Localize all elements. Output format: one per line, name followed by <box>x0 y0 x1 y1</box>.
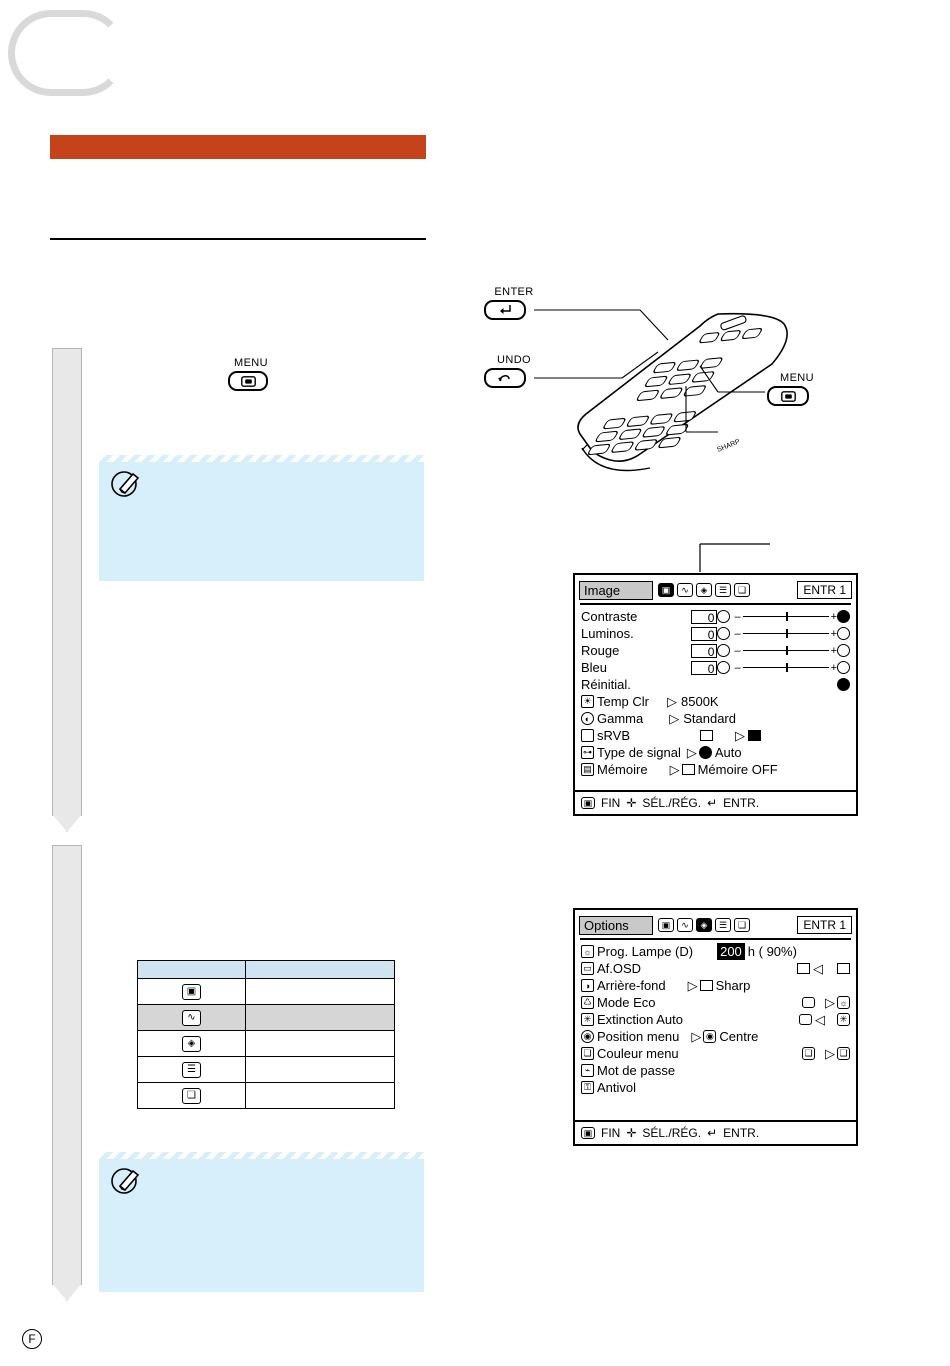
table-row <box>138 1083 395 1109</box>
osd-image-menu <box>573 573 858 816</box>
image-icon[interactable]: ▣ <box>658 583 674 597</box>
fine-sync-icon-2[interactable]: ∿ <box>677 918 693 932</box>
osd-row-mot-de-passe-label <box>581 1063 675 1078</box>
osd-row-memoire-label <box>581 762 648 777</box>
lamp-icon: ☼ <box>581 945 594 958</box>
footer-enter-icon: ↵ <box>707 796 718 810</box>
osd-row-reinitial[interactable] <box>581 676 850 693</box>
osd-row-srvb[interactable] <box>581 727 850 744</box>
svg-text:SHARP: SHARP <box>716 438 742 454</box>
anti-theft-icon: ⚿ <box>581 1081 594 1094</box>
osd-row-af-osd[interactable] <box>581 960 850 977</box>
osd-row-srvb-chevron: ▷ <box>735 727 745 743</box>
menu-position-icon: ◉ <box>581 1030 594 1043</box>
legend-cell-text-options <box>246 1031 395 1057</box>
color-temp-icon: ☀ <box>581 695 594 708</box>
osd-row-temp-clr[interactable] <box>581 693 850 710</box>
osd-row-prog-lampe[interactable] <box>581 943 850 960</box>
osd-row-prog-lampe-value: 200 <box>717 943 745 960</box>
table-row <box>138 1005 395 1031</box>
footer-enter-icon-2: ↵ <box>707 1126 718 1140</box>
osd-row-rouge-slider[interactable]: – + <box>734 644 837 657</box>
extinction-state-icon-2[interactable]: ✳ <box>837 1013 850 1026</box>
eco-state-icon-2[interactable]: ☼ <box>837 996 850 1009</box>
osd-row-temp-clr-text: Temp Clr <box>597 694 650 709</box>
section-header-bar <box>50 135 426 159</box>
osd-image-footer-end: FIN <box>601 796 621 810</box>
osd-image-title-row <box>579 579 852 601</box>
af-osd-state-icon[interactable] <box>797 963 810 974</box>
status-menu-icon: ❏ <box>182 1088 201 1104</box>
osd-row-couleur-menu[interactable] <box>581 1045 850 1062</box>
srvb-state-on-icon[interactable] <box>748 730 761 741</box>
osd-row-prog-lampe-label <box>581 944 693 959</box>
osd-display-icon: ▭ <box>581 962 594 975</box>
reset-icon[interactable] <box>837 678 850 691</box>
osd-row-extinction-auto-text: Extinction Auto <box>597 1012 683 1027</box>
signal-type-icon: ⊶ <box>583 747 592 757</box>
extinction-state-icon[interactable] <box>799 1014 812 1025</box>
osd-row-gamma-value: Standard <box>683 711 736 726</box>
osd-row-position-menu-value: Centre <box>719 1029 759 1044</box>
brightness-icon <box>717 627 730 640</box>
legend-header-icon-col <box>138 961 246 979</box>
image-menu-icon: ▣ <box>182 984 201 1000</box>
osd-row-mode-eco[interactable] <box>581 994 850 1011</box>
options-icon[interactable]: ◈ <box>696 583 712 597</box>
osd-row-gamma[interactable] <box>581 710 850 727</box>
osd-row-luminos-slider[interactable]: – + <box>734 627 837 640</box>
osd-image-footer <box>575 790 856 814</box>
osd-options-footer-enter: ENTR. <box>723 1126 760 1140</box>
note-box-upper-zigzag <box>99 455 424 462</box>
couleur-state-icon[interactable]: ❏ <box>802 1047 815 1060</box>
page-language-mark: F <box>22 1329 42 1349</box>
osd-row-temp-clr-value: 8500K <box>681 694 719 709</box>
legend-header-text-col <box>246 961 395 979</box>
osd-image-entr-badge: ENTR 1 <box>797 581 852 599</box>
status-icon-2[interactable]: ❏ <box>734 918 750 932</box>
osd-row-mode-eco-label <box>581 995 656 1010</box>
side-tab-lower <box>52 845 82 1285</box>
footer-arrows-icon-2: ✛ <box>626 1126 637 1140</box>
language-icon[interactable]: ☰ <box>715 583 731 597</box>
legend-cell-icon-fine-sync <box>138 1005 246 1031</box>
note-box-upper <box>99 455 424 581</box>
extinction-chevron: ◁ <box>815 1011 825 1027</box>
red-icon <box>717 644 730 657</box>
legend-cell-icon-language <box>138 1057 246 1083</box>
enter-key-label: ENTER <box>494 286 534 298</box>
legend-cell-icon-image <box>138 979 246 1005</box>
osd-row-bleu-value: 0 <box>691 661 717 675</box>
osd-row-memoire[interactable] <box>581 761 850 778</box>
menu-key-left-label: MENU <box>234 357 268 369</box>
fine-sync-menu-icon: ∿ <box>182 1010 201 1026</box>
osd-row-memoire-value: Mémoire OFF <box>697 762 778 777</box>
image-icon-2[interactable]: ▣ <box>658 918 674 932</box>
heading-divider <box>50 238 426 240</box>
footer-menu-icon: ▣ <box>581 797 595 809</box>
auto-shutoff-icon: ✳ <box>581 1013 594 1026</box>
status-icon[interactable]: ❏ <box>734 583 750 597</box>
osd-row-arriere-fond[interactable] <box>581 977 850 994</box>
osd-row-extinction-auto[interactable] <box>581 1011 850 1028</box>
osd-options-footer-end: FIN <box>601 1126 621 1140</box>
osd-row-luminos[interactable] <box>581 625 850 642</box>
osd-options-tab-icons <box>658 918 750 932</box>
side-tab-upper-tip <box>52 814 82 832</box>
legend-table-header-row <box>138 961 395 979</box>
osd-row-af-osd-text: Af.OSD <box>597 961 642 976</box>
osd-row-couleur-menu-label <box>581 1046 679 1061</box>
osd-row-type-signal[interactable] <box>581 744 850 761</box>
osd-row-antivol[interactable] <box>581 1079 850 1096</box>
osd-row-memoire-text: Mémoire <box>597 762 648 777</box>
osd-row-bleu-slider[interactable]: – + <box>734 661 837 674</box>
osd-row-luminos-label: Luminos. <box>581 626 634 641</box>
osd-image-footer-enter: ENTR. <box>723 796 760 810</box>
af-osd-chevron: ◁ <box>813 960 823 976</box>
couleur-state-icon-2[interactable]: ❏ <box>837 1047 850 1060</box>
position-menu-chevron: ▷ <box>691 1028 702 1044</box>
osd-row-mot-de-passe[interactable] <box>581 1062 850 1079</box>
menu-key-left-cap <box>228 371 268 391</box>
osd-row-type-signal-text: Type de signal <box>597 745 681 760</box>
table-row <box>138 1031 395 1057</box>
srvb-state-off-icon[interactable] <box>700 730 713 741</box>
osd-row-couleur-menu-text: Couleur menu <box>597 1046 679 1061</box>
legend-cell-icon-status <box>138 1083 246 1109</box>
contrast-icon-max <box>837 610 850 623</box>
eco-state-icon[interactable] <box>802 997 815 1008</box>
osd-row-af-osd-label <box>581 961 641 976</box>
osd-row-contraste-value: 0 <box>691 610 717 624</box>
gamma-icon: ◐ <box>581 712 594 725</box>
memory-state-icon <box>682 764 695 775</box>
blue-icon <box>717 661 730 674</box>
eco-mode-icon: ♺ <box>581 996 594 1009</box>
osd-row-contraste-label: Contraste <box>581 609 638 624</box>
osd-row-arriere-fond-label <box>581 978 666 993</box>
osd-row-arriere-fond-value: Sharp <box>715 978 751 993</box>
osd-image-tab-icons <box>658 583 750 597</box>
osd-row-temp-clr-label <box>581 694 649 709</box>
osd-image-body <box>575 608 856 778</box>
legend-cell-text-status <box>246 1083 395 1109</box>
menu-color-icon: ❏ <box>581 1047 594 1060</box>
osd-image-title-underline <box>580 603 851 605</box>
osd-options-entr-badge: ENTR 1 <box>797 916 852 934</box>
background-icon: ◑ <box>581 979 594 992</box>
osd-row-bleu-label: Bleu <box>581 660 608 675</box>
osd-options-title-underline <box>580 938 851 940</box>
osd-row-antivol-label <box>581 1080 636 1095</box>
password-icon: ⌁ <box>581 1064 594 1077</box>
position-center-icon: ◉ <box>703 1030 716 1043</box>
osd-row-rouge-value: 0 <box>691 644 717 658</box>
osd-row-contraste[interactable] <box>581 608 850 625</box>
osd-row-bleu[interactable] <box>581 659 850 676</box>
osd-row-arriere-fond-text: Arrière-fond <box>597 978 666 993</box>
osd-row-prog-lampe-suffix: h ( 90%) <box>747 944 797 959</box>
osd-row-gamma-label <box>581 711 643 726</box>
menu-icon-legend-table <box>137 960 395 1109</box>
table-row <box>138 979 395 1005</box>
osd-row-srvb-label <box>581 728 630 743</box>
note-box-lower <box>99 1152 424 1292</box>
osd-options-footer-select: SÉL./RÉG. <box>642 1126 702 1140</box>
couleur-chevron: ▷ <box>825 1045 835 1061</box>
osd-row-reinitial-label: Réinitial. <box>581 677 631 692</box>
af-osd-state-icon-2[interactable] <box>837 963 850 974</box>
blue-icon-max <box>837 661 850 674</box>
osd-options-body <box>575 943 856 1096</box>
menu-key-left <box>228 357 274 391</box>
background-state-icon <box>700 980 713 991</box>
osd-row-position-menu-text: Position menu <box>597 1029 680 1044</box>
osd-row-type-signal-value: Auto <box>714 745 742 760</box>
legend-cell-text-image <box>246 979 395 1005</box>
corner-arc-decoration <box>8 10 126 96</box>
osd-row-gamma-text: Gamma <box>597 711 644 726</box>
osd-row-antivol-text: Antivol <box>597 1080 637 1095</box>
osd-row-extinction-auto-label <box>581 1012 683 1027</box>
osd-row-gamma-chevron: ▷ <box>669 710 680 726</box>
contrast-icon <box>717 610 730 623</box>
callout-leader-lines <box>472 282 852 482</box>
osd-options-title-row <box>579 914 852 936</box>
osd-row-memoire-chevron: ▷ <box>669 761 680 777</box>
undo-key-label: UNDO <box>497 354 531 366</box>
pencil-note-icon-2 <box>111 1166 145 1196</box>
options-menu-icon: ◈ <box>182 1036 201 1052</box>
remote-control-diagram <box>472 282 852 482</box>
osd-row-position-menu-label <box>581 1029 679 1044</box>
osd-row-luminos-value: 0 <box>691 627 717 641</box>
srgb-icon <box>581 729 594 742</box>
osd-row-prog-lampe-text: Prog. Lampe (D) <box>597 944 694 959</box>
osd-row-temp-clr-chevron: ▷ <box>667 693 678 709</box>
osd-row-contraste-slider[interactable]: – + <box>734 610 837 623</box>
language-icon-2[interactable]: ☰ <box>715 918 731 932</box>
osd-row-mot-de-passe-text: Mot de passe <box>597 1063 676 1078</box>
footer-arrows-icon: ✛ <box>626 796 637 810</box>
menu-key-right-label: MENU <box>780 372 814 384</box>
osd-options-tab[interactable]: Options <box>579 916 653 935</box>
side-tab-upper <box>52 348 82 816</box>
legend-cell-icon-options <box>138 1031 246 1057</box>
osd-row-type-signal-label <box>581 745 681 760</box>
brightness-icon-max <box>837 627 850 640</box>
language-menu-icon: ☰ <box>182 1062 201 1078</box>
osd-row-mode-eco-text: Mode Eco <box>597 995 656 1010</box>
side-tab-lower-tip <box>52 1283 82 1301</box>
pencil-note-icon <box>111 469 145 499</box>
memory-icon: ▤ <box>581 763 594 776</box>
osd-tab-pointer <box>690 540 780 576</box>
osd-row-position-menu[interactable] <box>581 1028 850 1045</box>
footer-menu-icon-2: ▣ <box>581 1127 595 1139</box>
menu-icon <box>241 376 256 387</box>
note-box-lower-zigzag <box>99 1152 424 1159</box>
osd-options-footer <box>575 1120 856 1144</box>
signal-auto-icon <box>699 746 712 759</box>
arriere-fond-chevron: ▷ <box>687 977 698 993</box>
osd-options-menu <box>573 908 858 1146</box>
osd-row-rouge[interactable] <box>581 642 850 659</box>
osd-row-srvb-text: sRVB <box>597 728 630 743</box>
fine-sync-icon[interactable]: ∿ <box>677 583 693 597</box>
options-icon-2[interactable]: ◈ <box>696 918 712 932</box>
legend-cell-text-fine-sync <box>246 1005 395 1031</box>
red-icon-max <box>837 644 850 657</box>
legend-cell-text-language <box>246 1057 395 1083</box>
osd-row-type-signal-chevron: ▷ <box>686 744 697 760</box>
table-row <box>138 1057 395 1083</box>
osd-row-rouge-label: Rouge <box>581 643 620 658</box>
osd-image-tab[interactable]: Image <box>579 581 653 600</box>
eco-chevron: ▷ <box>825 994 835 1010</box>
osd-image-footer-select: SÉL./RÉG. <box>642 796 702 810</box>
